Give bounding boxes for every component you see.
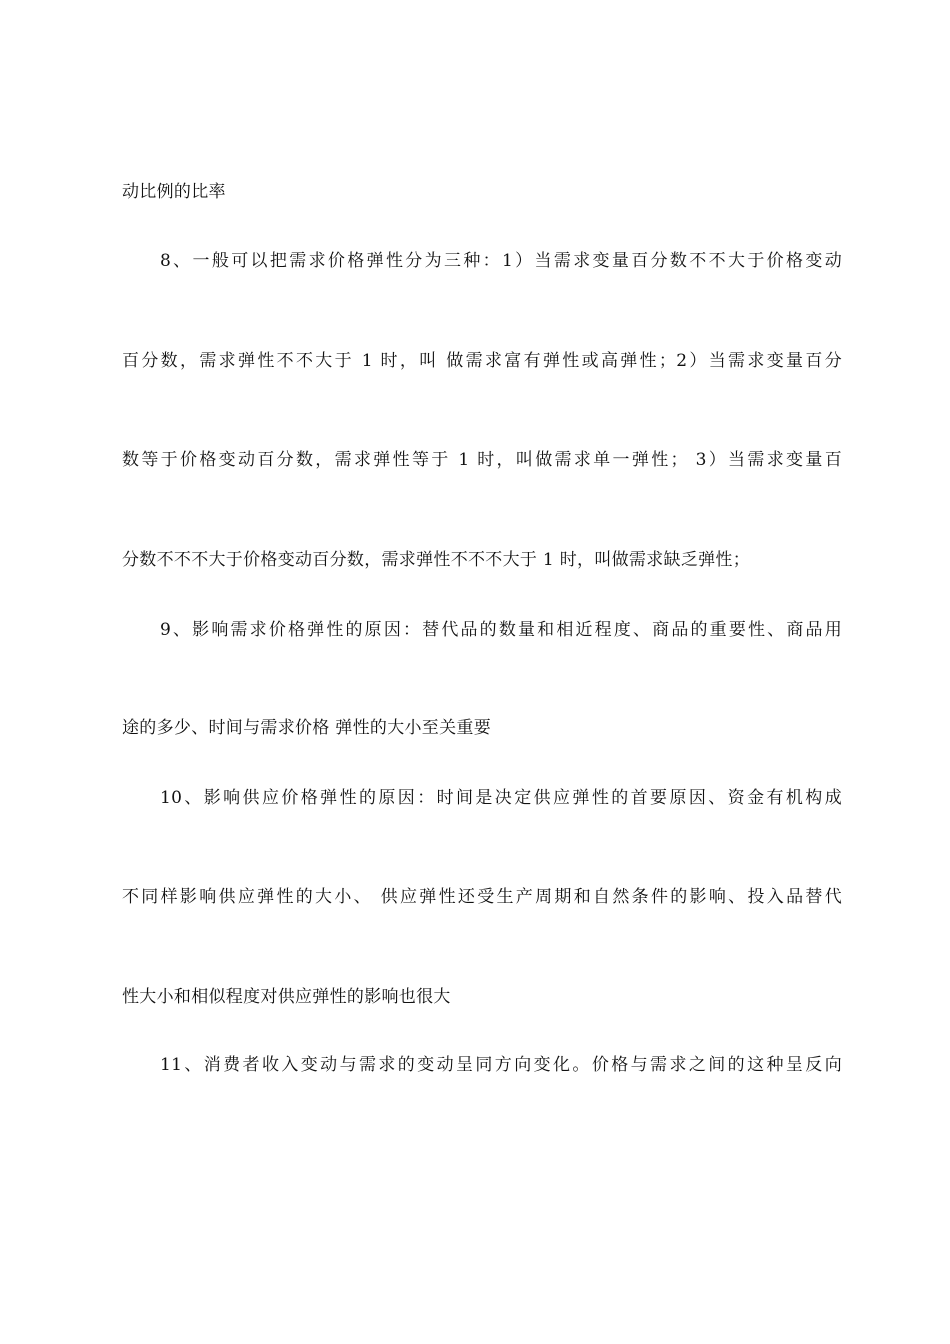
text-line-9: 不同样影响供应弹性的大小、 供应弹性还受生产周期和自然条件的影响、投入品替代 bbox=[122, 887, 842, 907]
text-line-5: 分数不不不大于价格变动百分数，需求弹性不不不大于 1 时，叫做需求缺乏弹性； bbox=[122, 550, 751, 570]
text-line-8: 10、影响供应价格弹性的原因：时间是决定供应弹性的首要原因、资金有机构成 bbox=[160, 788, 842, 808]
text-line-4: 数等于价格变动百分数，需求弹性等于 1 时，叫做需求单一弹性； 3）当需求变量百 bbox=[122, 450, 842, 470]
text-line-11: 11、消费者收入变动与需求的变动呈同方向变化。价格与需求之间的这种呈反向 bbox=[160, 1055, 842, 1075]
text-line-6: 9、影响需求价格弹性的原因：替代品的数量和相近程度、商品的重要性、商品用 bbox=[160, 620, 842, 640]
text-line-7: 途的多少、时间与需求价格 弹性的大小至关重要 bbox=[122, 718, 492, 738]
text-line-2: 8、一般可以把需求价格弹性分为三种：1）当需求变量百分数不不大于价格变动 bbox=[160, 251, 842, 271]
text-line-10: 性大小和相似程度对供应弹性的影响也很大 bbox=[122, 987, 451, 1007]
text-line-3: 百分数，需求弹性不不大于 1 时，叫 做需求富有弹性或高弹性；2）当需求变量百分 bbox=[122, 351, 842, 371]
text-line-1: 动比例的比率 bbox=[122, 182, 226, 202]
